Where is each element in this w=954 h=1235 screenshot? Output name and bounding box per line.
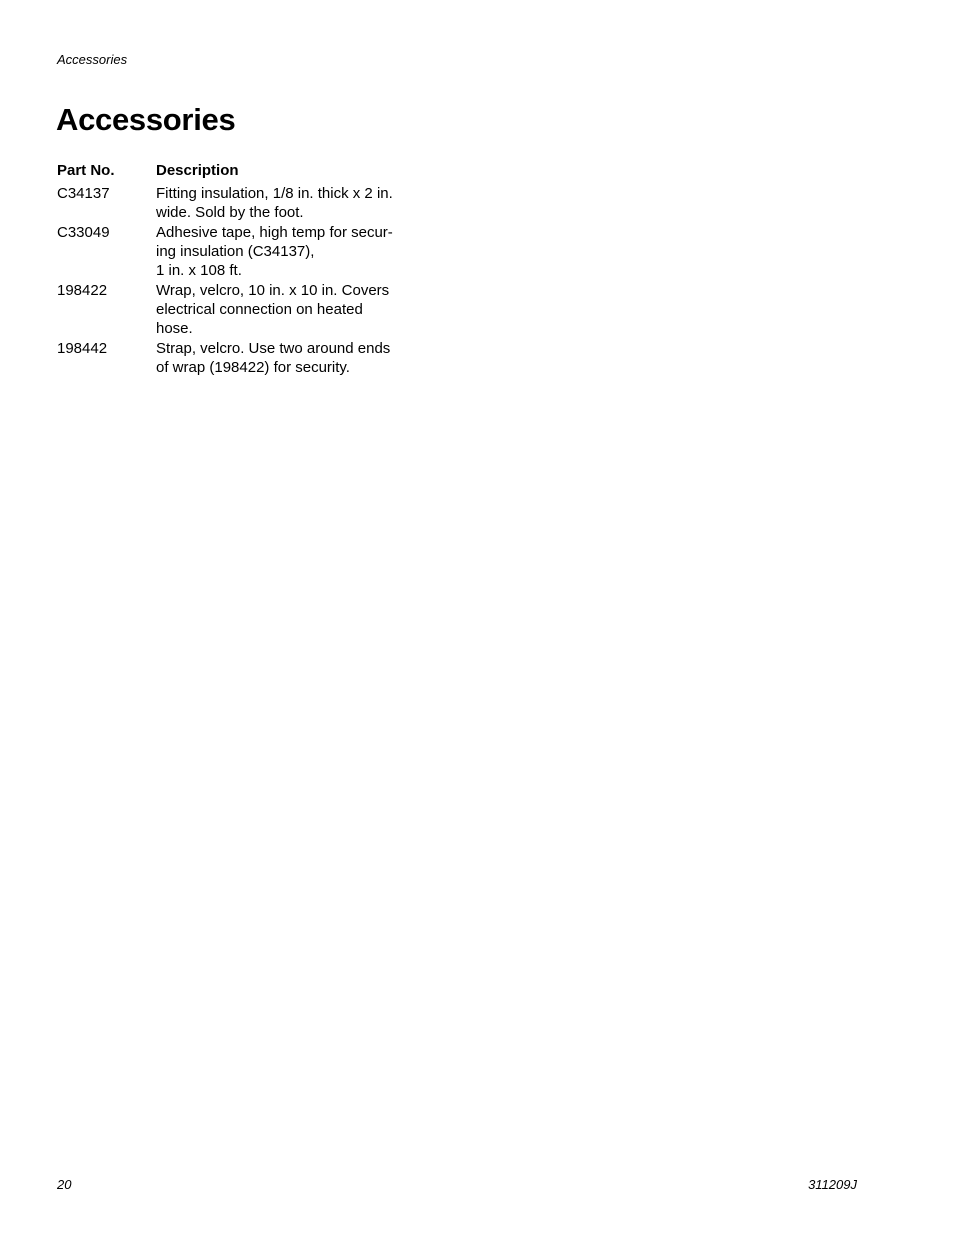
table-row (57, 281, 417, 338)
part-number: C34137 (57, 185, 110, 202)
description-line: hose. (156, 320, 193, 337)
part-number: 198422 (57, 282, 108, 299)
part-number: 198442 (57, 340, 108, 357)
table-header-row (57, 160, 417, 184)
header-part-no: Part No. (57, 162, 115, 179)
running-header: Accessories (57, 52, 128, 67)
part-number: C33049 (57, 224, 110, 241)
description-line: of wrap (198422) for security. (156, 359, 350, 376)
description-line: ing insulation (C34137), (156, 243, 315, 260)
description-line: electrical connection on heated (156, 301, 363, 318)
page-number: 20 (57, 1177, 72, 1192)
header-description: Description (156, 162, 239, 179)
part-description (156, 184, 406, 222)
description-line: Fitting insulation, 1/8 in. thick x 2 in. (156, 185, 393, 202)
description-line: wide. Sold by the foot. (156, 204, 304, 221)
document-number: 311209J (808, 1177, 857, 1192)
part-description (156, 223, 406, 280)
parts-table (57, 160, 417, 378)
table-row (57, 223, 417, 280)
page-title: Accessories (56, 102, 236, 137)
part-description (156, 281, 406, 338)
description-line: 1 in. x 108 ft. (156, 262, 242, 279)
description-line: Strap, velcro. Use two around ends (156, 340, 391, 357)
description-line: Adhesive tape, high temp for secur- (156, 224, 393, 241)
table-row (57, 339, 417, 377)
part-description (156, 339, 406, 377)
table-row (57, 184, 417, 222)
description-line: Wrap, velcro, 10 in. x 10 in. Covers (156, 282, 390, 299)
